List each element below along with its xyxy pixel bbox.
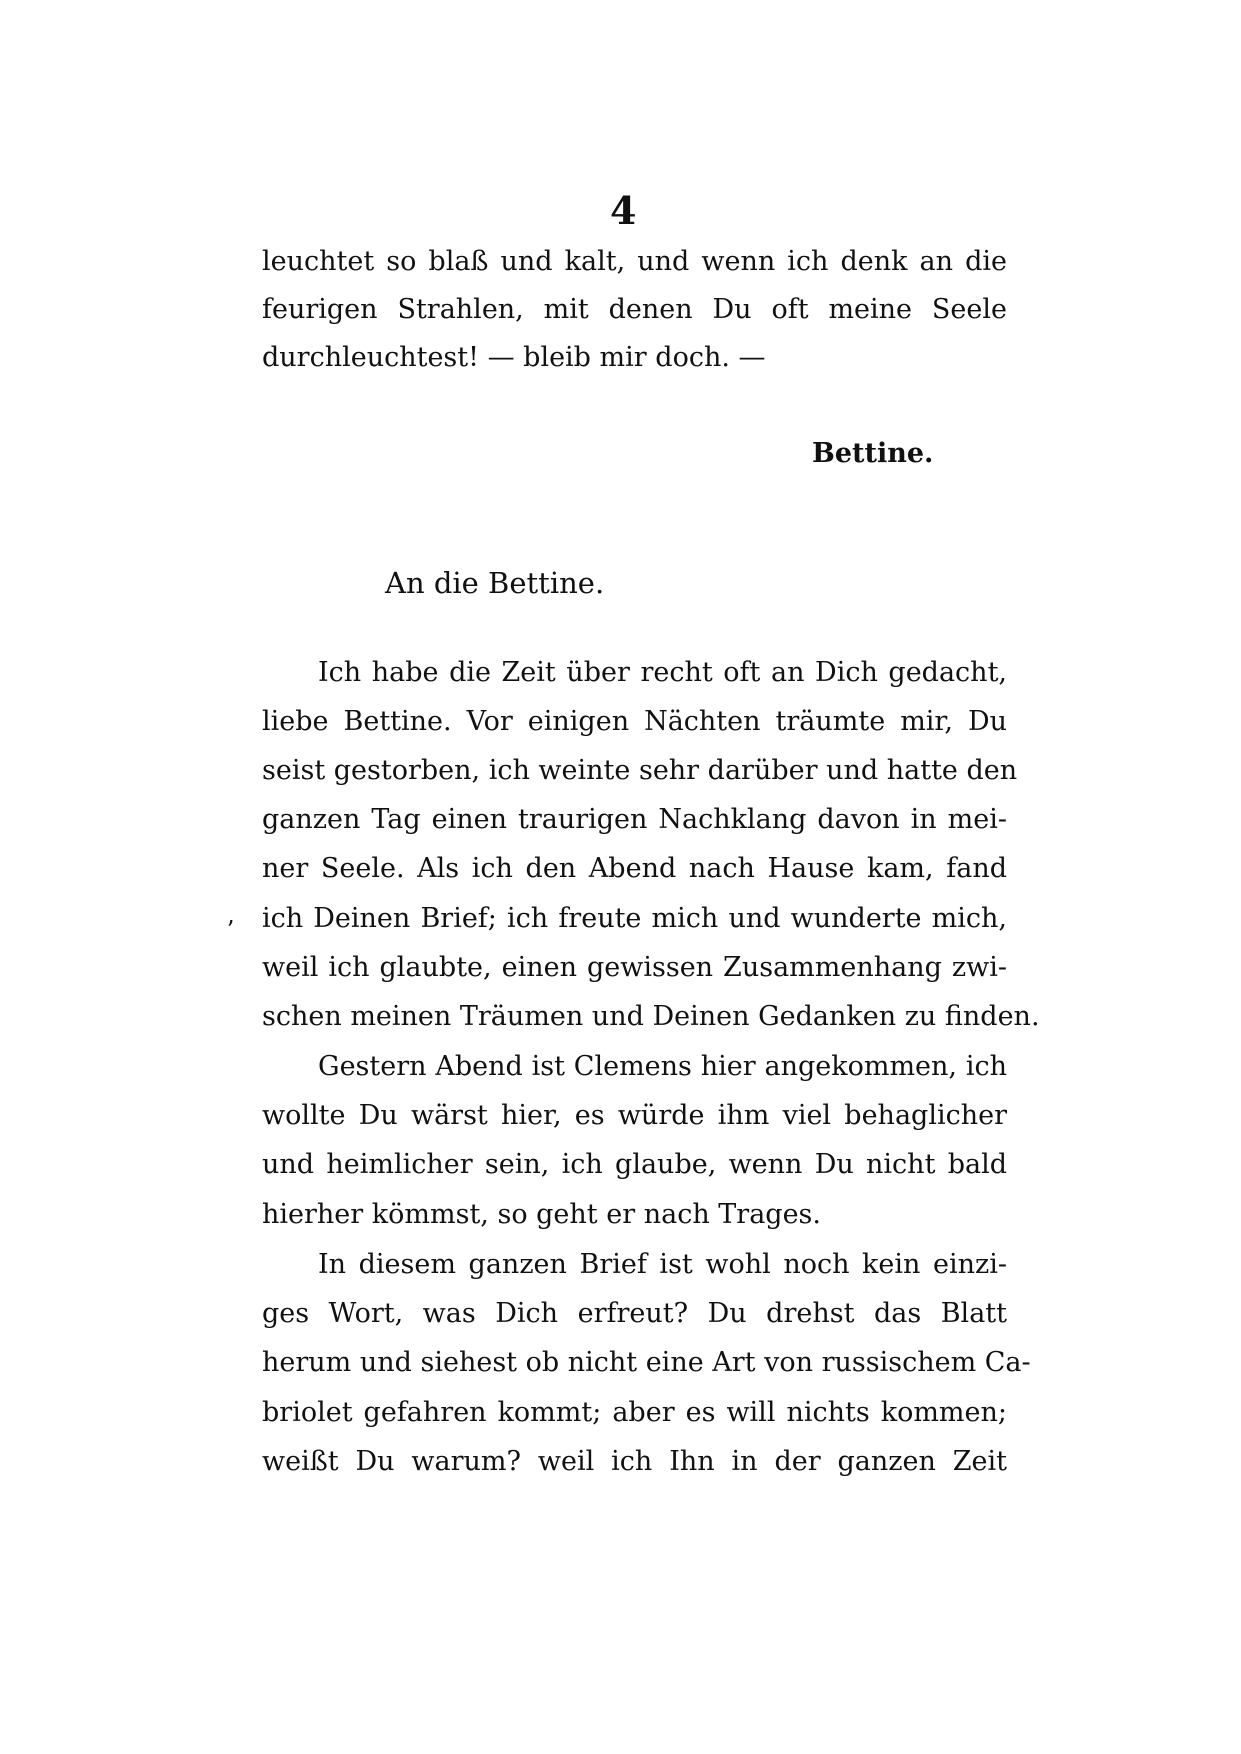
text-line: weißt Du warum? weil ich Ihn in der ganzen Zeit xyxy=(262,1446,1007,1477)
text-line: weil ich glaubte, einen gewissen Zusammenhang zwi- xyxy=(262,952,1007,983)
text-line: liebe Bettine. Vor einigen Nächten träumte mir, Du xyxy=(262,706,1007,737)
text-line: ner Seele. Als ich den Abend nach Hause kam, fand xyxy=(262,853,1007,884)
signature: Bettine. xyxy=(812,438,934,469)
text-line: schen meinen Träumen und Deinen Gedanken zu finden. xyxy=(262,1001,1040,1032)
text-line: wollte Du wärst hier, es würde ihm viel behaglicher xyxy=(262,1100,1007,1131)
text-line: ganzen Tag einen traurigen Nachklang davon in mei- xyxy=(262,804,1007,835)
text-line: feurigen Strahlen, mit denen Du oft meine Seele xyxy=(262,294,1007,325)
page-number: 4 xyxy=(610,188,637,233)
text-line: In diesem ganzen Brief ist wohl noch kein einzi- xyxy=(318,1249,1007,1280)
text-line: Gestern Abend ist Clemens hier angekommen, ich xyxy=(318,1051,1007,1082)
text-line: Ich habe die Zeit über recht oft an Dich gedacht, xyxy=(318,657,1007,688)
text-line: ges Wort, was Dich erfreut? Du drehst das Blatt xyxy=(262,1298,1007,1329)
text-line: hierher kömmst, so geht er nach Trages. xyxy=(262,1199,821,1230)
text-line: briolet gefahren kommt; aber es will nichts kommen; xyxy=(262,1397,1007,1428)
text-line: durchleuchtest! — bleib mir doch. — xyxy=(262,342,766,373)
text-line: leuchtet so blaß und kalt, und wenn ich denk an die xyxy=(262,246,1007,277)
text-line: ich Deinen Brief; ich freute mich und wunderte mich, xyxy=(262,903,1007,934)
letter-heading: An die Bettine. xyxy=(385,566,605,600)
text-line: und heimlicher sein, ich glaube, wenn Du nicht bald xyxy=(262,1149,1007,1180)
text-line: seist gestorben, ich weinte sehr darüber und hatte den xyxy=(262,755,1018,786)
text-line: herum und siehest ob nicht eine Art von russischem Ca- xyxy=(262,1347,1031,1378)
margin-mark: ʼ xyxy=(226,916,234,944)
